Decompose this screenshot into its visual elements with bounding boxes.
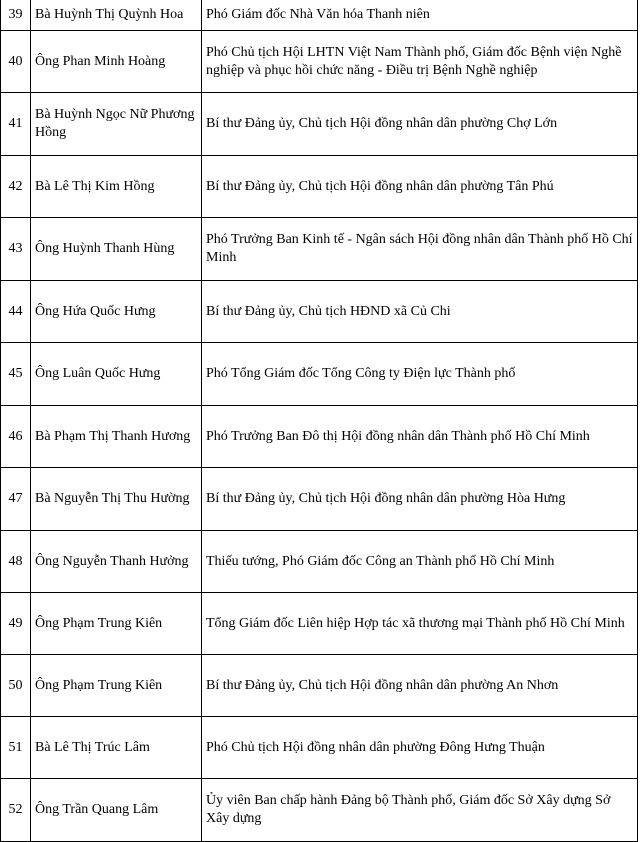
- table-row: [1, 717, 638, 779]
- delegate-name: Ông Trần Quang Lâm: [31, 779, 202, 842]
- row-number: 52: [1, 779, 31, 842]
- delegate-name: Bà Lê Thị Trúc Lâm: [31, 717, 202, 779]
- table-row: [1, 468, 638, 531]
- row-number: 48: [1, 531, 31, 593]
- row-number: 51: [1, 717, 31, 779]
- delegate-position: Ủy viên Ban chấp hành Đảng bộ Thành phố, Giám đốc Sở Xây dựng Sở Xây dựng: [202, 779, 638, 842]
- table-row: [1, 531, 638, 593]
- table-row: [1, 593, 638, 655]
- delegate-name: Ông Hứa Quốc Hưng: [31, 281, 202, 343]
- row-number: 44: [1, 281, 31, 343]
- delegate-position: Phó Chủ tịch Hội LHTN Việt Nam Thành phố, Giám đốc Bệnh viện Nghề nghiệp và phục hồi chức năng - Điều trị Bệnh Nghề nghiệp: [202, 31, 638, 93]
- row-number: 40: [1, 31, 31, 93]
- delegate-position: Phó Chủ tịch Hội đồng nhân dân phường Đông Hưng Thuận: [202, 717, 638, 779]
- delegate-name: Ông Phan Minh Hoàng: [31, 31, 202, 93]
- delegate-name: Bà Nguyễn Thị Thu Hường: [31, 468, 202, 531]
- delegate-table-body: [1, 0, 638, 842]
- delegate-name: Bà Huỳnh Ngọc Nữ Phương Hồng: [31, 93, 202, 156]
- table-row: [1, 343, 638, 406]
- delegate-name: Bà Lê Thị Kim Hồng: [31, 156, 202, 218]
- table-row: [1, 93, 638, 156]
- delegate-position: Bí thư Đảng ủy, Chủ tịch Hội đồng nhân dân phường Tân Phú: [202, 156, 638, 218]
- delegate-position: Bí thư Đảng ủy, Chủ tịch HĐND xã Củ Chi: [202, 281, 638, 343]
- row-number: 41: [1, 93, 31, 156]
- delegate-position: Bí thư Đảng ủy, Chủ tịch Hội đồng nhân dân phường Chợ Lớn: [202, 93, 638, 156]
- row-number: 42: [1, 156, 31, 218]
- delegate-position: Thiếu tướng, Phó Giám đốc Công an Thành phố Hồ Chí Minh: [202, 531, 638, 593]
- table-row: [1, 779, 638, 842]
- row-number: 45: [1, 343, 31, 406]
- delegate-position: Tổng Giám đốc Liên hiệp Hợp tác xã thương mại Thành phố Hồ Chí Minh: [202, 593, 638, 655]
- row-number: 43: [1, 218, 31, 281]
- delegate-name: Ông Huỳnh Thanh Hùng: [31, 218, 202, 281]
- delegate-position: Phó Trưởng Ban Đô thị Hội đồng nhân dân Thành phố Hồ Chí Minh: [202, 406, 638, 468]
- delegate-position: Bí thư Đảng ủy, Chủ tịch Hội đồng nhân dân phường Hòa Hưng: [202, 468, 638, 531]
- row-number: 46: [1, 406, 31, 468]
- delegate-name: Ông Phạm Trung Kiên: [31, 655, 202, 717]
- table-row: [1, 406, 638, 468]
- delegate-position: Bí thư Đảng ủy, Chủ tịch Hội đồng nhân dân phường An Nhơn: [202, 655, 638, 717]
- delegate-name: Bà Huỳnh Thị Quỳnh Hoa: [31, 0, 202, 31]
- delegate-name: Ông Nguyễn Thanh Hưởng: [31, 531, 202, 593]
- table-row: [1, 0, 638, 31]
- table-row: [1, 156, 638, 218]
- row-number: 39: [1, 0, 31, 31]
- delegate-name: Ông Phạm Trung Kiên: [31, 593, 202, 655]
- row-number: 47: [1, 468, 31, 531]
- row-number: 49: [1, 593, 31, 655]
- table-row: [1, 281, 638, 343]
- delegate-name: Bà Phạm Thị Thanh Hương: [31, 406, 202, 468]
- table-row: [1, 218, 638, 281]
- table-row: [1, 655, 638, 717]
- delegate-position: Phó Trưởng Ban Kinh tế - Ngân sách Hội đồng nhân dân Thành phố Hồ Chí Minh: [202, 218, 638, 281]
- delegate-position: Phó Tổng Giám đốc Tổng Công ty Điện lực Thành phố: [202, 343, 638, 406]
- delegate-position: Phó Giám đốc Nhà Văn hóa Thanh niên: [202, 0, 638, 31]
- row-number: 50: [1, 655, 31, 717]
- table-row: [1, 31, 638, 93]
- delegate-name: Ông Luân Quốc Hưng: [31, 343, 202, 406]
